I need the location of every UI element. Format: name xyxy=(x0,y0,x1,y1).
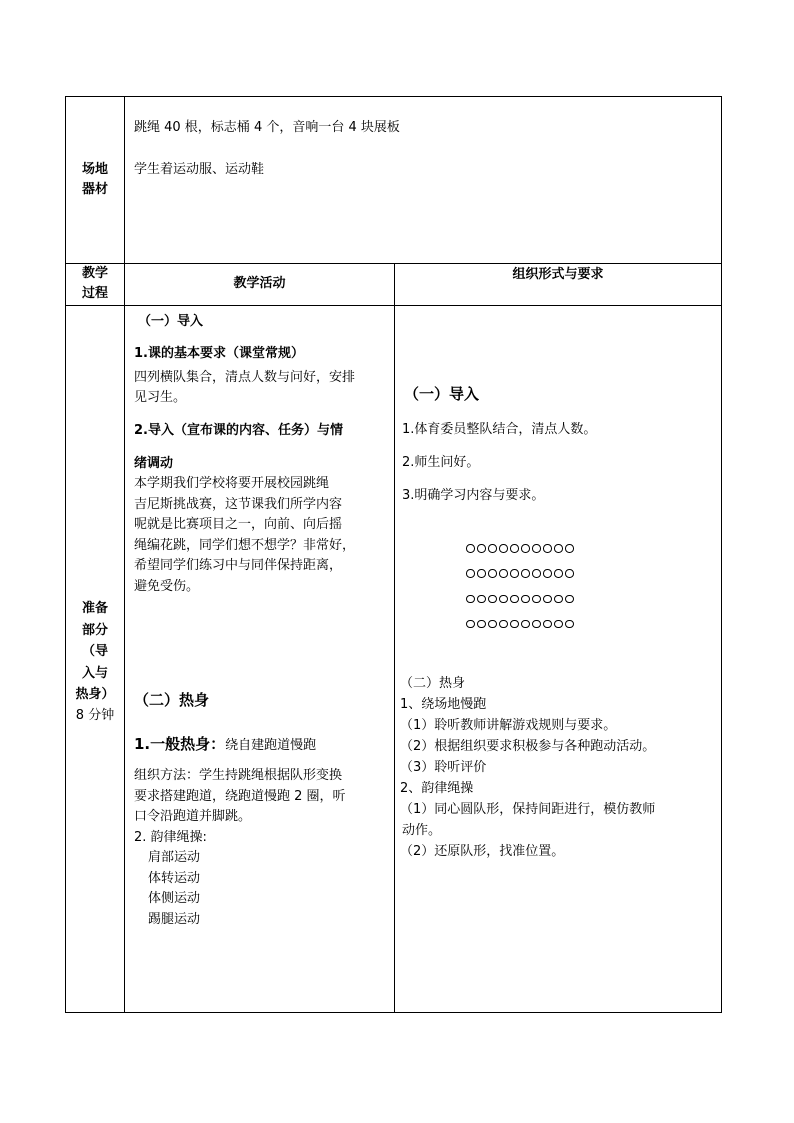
general-warmup-label: 1.一般热身： xyxy=(134,735,226,753)
student-circle-icon xyxy=(543,595,552,604)
table-divider-label-col xyxy=(124,96,125,1013)
student-circle-icon xyxy=(477,595,486,604)
student-circle-icon xyxy=(521,595,530,604)
column-header-activity: 教学活动 xyxy=(233,276,286,291)
formation-row xyxy=(466,569,574,578)
student-circle-icon xyxy=(554,544,563,553)
org-rope-heading: 2、韵律绳操 xyxy=(400,781,474,796)
activity-item1-line1: 四列横队集合，清点人数与问好，安排 xyxy=(134,370,356,385)
process-label xyxy=(66,264,124,304)
rhythm-item-shoulder: 肩部运动 xyxy=(148,850,201,865)
formation-row xyxy=(466,544,574,553)
org-rope-item1-line1: （1）同心圆队形，保持间距进行，模仿教师 xyxy=(400,802,656,817)
student-circle-icon xyxy=(565,569,574,578)
student-circle-icon xyxy=(521,569,530,578)
student-circle-icon xyxy=(477,569,486,578)
student-circle-icon xyxy=(521,620,530,629)
student-circle-icon xyxy=(554,620,563,629)
activity-item2-text xyxy=(134,474,355,597)
student-circle-icon xyxy=(466,620,475,629)
activity-item2-line6: 避免受伤。 xyxy=(134,578,200,594)
process-label-line1: 教学 xyxy=(81,266,108,281)
table-divider-activity-col xyxy=(394,263,395,1013)
student-circle-icon xyxy=(499,544,508,553)
table-border-top xyxy=(65,96,722,97)
section-label xyxy=(66,598,124,706)
student-circle-icon xyxy=(488,544,497,553)
student-circle-icon xyxy=(499,595,508,604)
org-jog-item3: （3）聆听评价 xyxy=(400,760,487,775)
venue-label-line2: 器材 xyxy=(81,182,108,197)
org-intro-item1: 1.体育委员整队结合，清点人数。 xyxy=(402,422,597,437)
activity-item2-line4: 绳编花跳，同学们想不想学？非常好， xyxy=(134,537,356,553)
student-circle-icon xyxy=(532,544,541,553)
column-header-organization: 组织形式与要求 xyxy=(512,267,604,282)
student-circle-icon xyxy=(510,620,519,629)
student-circle-icon xyxy=(499,620,508,629)
activity-item2-heading-line2: 绪调动 xyxy=(134,456,174,471)
student-circle-icon xyxy=(554,595,563,604)
activity-item1-line2: 见习生。 xyxy=(134,390,187,405)
student-circle-icon xyxy=(488,595,497,604)
org-rope-item2: （2）还原队形，找准位置。 xyxy=(400,844,565,859)
org-method-line1: 组织方法：学生持跳绳根据队形变换 xyxy=(134,768,343,783)
student-circle-icon xyxy=(543,620,552,629)
student-circle-icon xyxy=(521,544,530,553)
student-circle-icon xyxy=(543,569,552,578)
org-method-line3: 口令沿跑道并脚跳。 xyxy=(134,809,252,824)
table-border-right xyxy=(721,96,722,1013)
activity-warmup-heading: （二）热身 xyxy=(134,691,210,709)
student-circle-icon xyxy=(532,569,541,578)
org-intro-heading: （一）导入 xyxy=(404,385,480,403)
student-circle-icon xyxy=(488,569,497,578)
activity-rhythm-list xyxy=(148,848,200,930)
equipment-text: 跳绳 40 根，标志桶 4 个，音响一台 4 块展板 xyxy=(134,120,400,135)
student-circle-icon xyxy=(510,569,519,578)
attire-text: 学生着运动服、运动鞋 xyxy=(134,162,265,177)
org-jog-item2: （2）根据组织要求积极参与各种跑动活动。 xyxy=(400,739,656,754)
section-duration: 8 分钟 xyxy=(75,708,115,723)
rhythm-item-side-bend: 体侧运动 xyxy=(148,891,201,906)
student-circle-icon xyxy=(477,620,486,629)
student-circle-icon xyxy=(466,569,475,578)
student-circle-icon xyxy=(466,595,475,604)
student-circle-icon xyxy=(488,620,497,629)
section-label-line3: （导 xyxy=(81,644,108,659)
activity-item2-line5: 希望同学们练习中与同伴保持距离， xyxy=(134,558,343,573)
activity-org-method xyxy=(134,766,346,828)
activity-item2-line2: 吉尼斯挑战赛，这节课我们所学内容 xyxy=(134,496,343,512)
formation-row xyxy=(466,620,574,629)
rhythm-item-torso-turn: 体转运动 xyxy=(148,870,201,886)
general-warmup-text: 绕自建跑道慢跑 xyxy=(225,738,317,753)
formation-row xyxy=(466,595,574,604)
org-intro-item2: 2.师生问好。 xyxy=(402,455,480,470)
section-label-line4: 入与 xyxy=(81,665,108,681)
org-jog-item1: （1）聆听教师讲解游戏规则与要求。 xyxy=(400,718,617,733)
activity-item1-text xyxy=(134,368,355,408)
student-circle-icon xyxy=(510,595,519,604)
activity-item2-heading xyxy=(134,414,343,480)
student-circle-icon xyxy=(466,544,475,553)
student-circle-icon xyxy=(565,620,574,629)
student-circle-icon xyxy=(499,569,508,578)
rhythm-item-leg-kick: 踢腿运动 xyxy=(148,911,201,927)
org-jog-heading: 1、绕场地慢跑 xyxy=(400,697,487,712)
student-circle-icon xyxy=(532,620,541,629)
process-label-line2: 过程 xyxy=(81,286,108,301)
activity-general-warmup xyxy=(134,734,316,756)
student-circle-icon xyxy=(510,544,519,553)
activity-rhythm-heading: 2. 韵律绳操: xyxy=(134,830,207,845)
section-label-line1: 准备 xyxy=(81,601,108,616)
section-label-line2: 部分 xyxy=(81,622,108,638)
student-circle-icon xyxy=(565,595,574,604)
venue-label xyxy=(66,160,124,200)
org-method-line2: 要求搭建跑道，绕跑道慢跑 2 圈，听 xyxy=(134,788,346,804)
student-circle-icon xyxy=(532,595,541,604)
activity-item2-heading-line1: 2.导入（宣布课的内容、任务）与情 xyxy=(134,423,343,438)
student-circle-icon xyxy=(554,569,563,578)
student-circle-icon xyxy=(565,544,574,553)
activity-intro-heading: （一）导入 xyxy=(138,314,204,329)
student-circle-icon xyxy=(543,544,552,553)
section-label-line5: 热身） xyxy=(75,687,115,702)
activity-item2-line1: 本学期我们学校将要开展校园跳绳 xyxy=(134,476,330,491)
activity-item1-heading: 1.课的基本要求（课堂常规） xyxy=(134,346,304,361)
org-rope-item1-line2: 动作。 xyxy=(402,823,442,838)
venue-label-line1: 场地 xyxy=(81,162,108,177)
table-border-left xyxy=(65,96,66,1013)
student-circle-icon xyxy=(477,544,486,553)
org-warmup-heading: （二）热身 xyxy=(400,676,466,691)
activity-item2-line3: 呢就是比赛项目之一，向前、向后摇 xyxy=(134,517,343,532)
org-intro-item3: 3.明确学习内容与要求。 xyxy=(402,488,545,503)
